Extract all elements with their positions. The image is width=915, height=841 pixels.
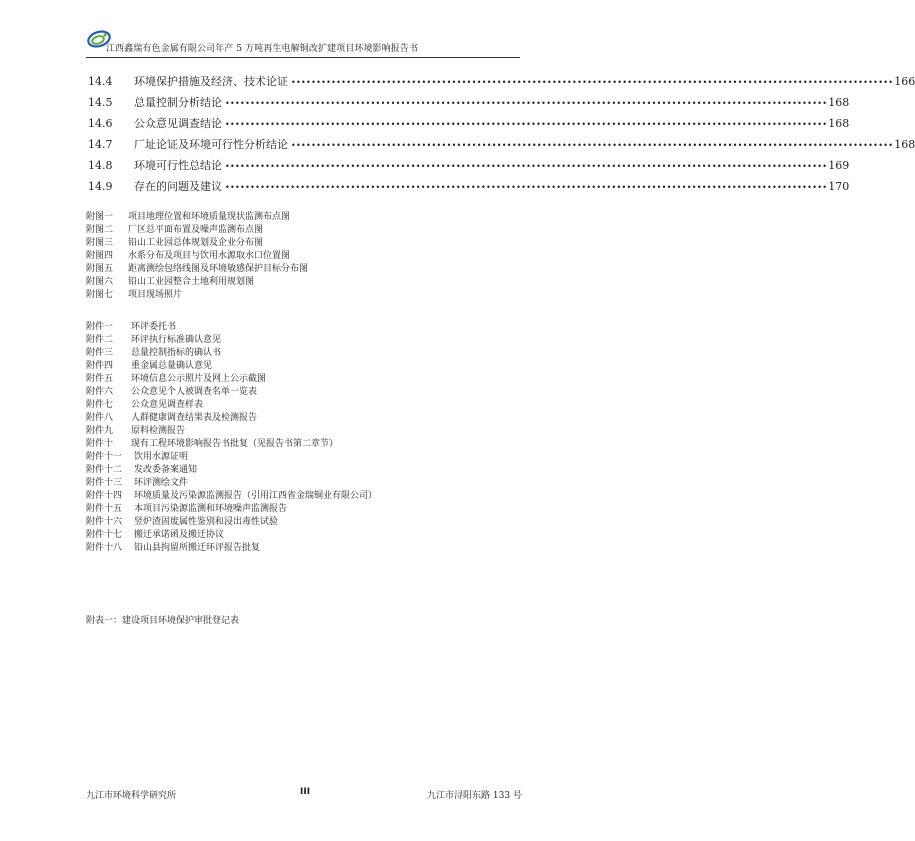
toc-section-number: 14.9 — [88, 180, 113, 193]
attachment-label: 附件十六 — [86, 517, 123, 527]
attachment-item — [86, 425, 486, 438]
figure-label: 附图七 — [86, 290, 114, 300]
toc-leader-dots: •••••••••••••••••••••••••••••••••••••••••••••••••••••••••••••••••••••••••••••••••••••••••••••••••••••••••••••••••••••••• — [291, 78, 894, 87]
toc-section-number: 14.8 — [88, 159, 113, 172]
toc-entry[interactable] — [86, 157, 850, 178]
attachment-title: 饮用水源证明 — [134, 452, 189, 462]
attachment-item — [86, 477, 486, 490]
attachment-label: 附件三 — [86, 348, 114, 358]
attachment-item — [86, 399, 486, 412]
figure-item — [86, 237, 486, 250]
figure-label: 附图三 — [86, 238, 114, 248]
table-of-contents — [86, 73, 915, 199]
toc-entry[interactable] — [86, 94, 850, 115]
attachment-label: 附件七 — [86, 400, 114, 410]
figure-title: 距离测绘包络线图及环境敏感保护目标分布图 — [128, 264, 309, 274]
attachment-title: 公众意见调查样表 — [131, 400, 204, 410]
attachment-item — [86, 360, 486, 373]
figure-label: 附图一 — [86, 212, 114, 222]
figure-title: 铅山工业园总体规划及企业分布图 — [128, 238, 264, 248]
attachment-item — [86, 334, 486, 347]
toc-section-number: 14.6 — [88, 117, 113, 130]
toc-leader-dots: •••••••••••••••••••••••••••••••••••••••••••••••••••••••••••••••••••••••••••••••••••••••••••••••••••••••••••••••••••••••• — [225, 99, 828, 108]
figure-title: 厂区总平面布置及噪声监测布点图 — [128, 225, 264, 235]
attachment-item — [86, 464, 486, 477]
attachment-title: 重金属总量确认意见 — [131, 361, 213, 371]
attachment-label: 附件九 — [86, 426, 114, 436]
document-title: 江西鑫瑞有色金属有限公司年产 5 万吨再生电解铜改扩建项目环境影响报告书 — [106, 44, 419, 54]
toc-page-number: 169 — [828, 159, 850, 172]
footer-address: 九江市浔阳东路 133 号 — [427, 791, 522, 801]
figure-label: 附图六 — [86, 277, 114, 287]
figure-title: 项目现场照片 — [128, 290, 183, 300]
attachment-item — [86, 529, 486, 542]
toc-section-title: 厂址论证及环境可行性分析结论 — [134, 138, 288, 151]
attachment-title: 总量控制指标的确认书 — [131, 348, 222, 358]
attachment-title: 竖炉渣固废属性鉴别和浸出毒性试验 — [134, 517, 279, 527]
figure-title: 水系分布及项目与饮用水源取水口位置图 — [128, 251, 291, 261]
toc-entry[interactable] — [86, 136, 915, 157]
attachment-item — [86, 412, 486, 425]
toc-entry[interactable] — [86, 73, 915, 94]
attachment-label: 附件十四 — [86, 491, 123, 501]
attachment-label: 附件十二 — [86, 465, 123, 475]
attachment-title: 公众意见个人被调查名单一览表 — [131, 387, 258, 397]
attachment-title: 原料检测报告 — [131, 426, 186, 436]
figure-item — [86, 211, 486, 224]
toc-entry[interactable] — [86, 115, 850, 136]
attachment-title: 本项目污染源监测和环境噪声监测报告 — [134, 504, 288, 514]
figure-list — [86, 211, 486, 302]
toc-section-number: 14.5 — [88, 96, 113, 109]
attachment-item — [86, 542, 486, 555]
attachment-item — [86, 451, 486, 464]
attachment-label: 附件一 — [86, 322, 114, 332]
attachment-item — [86, 347, 486, 360]
header-divider — [86, 57, 520, 58]
appendix-table-item: 附表一：建设项目环境保护审批登记表 — [86, 616, 240, 626]
attachment-label: 附件十八 — [86, 543, 123, 553]
attachment-label: 附件五 — [86, 374, 114, 384]
attachment-item — [86, 516, 486, 529]
attachment-label: 附件十三 — [86, 478, 123, 488]
toc-section-title: 总量控制分析结论 — [134, 96, 222, 109]
figure-item — [86, 250, 486, 263]
attachment-label: 附件十 — [86, 439, 114, 449]
attachment-label: 附件四 — [86, 361, 114, 371]
toc-section-title: 环境保护措施及经济、技术论证 — [134, 75, 288, 88]
toc-section-title: 存在的问题及建议 — [134, 180, 222, 193]
toc-leader-dots: •••••••••••••••••••••••••••••••••••••••••••••••••••••••••••••••••••••••••••••••••••••••••••••••••••••••••••••••••••••••• — [291, 141, 894, 150]
attachment-title: 搬迁承诺函及搬迁协议 — [134, 530, 225, 540]
figure-item — [86, 276, 486, 289]
attachment-title: 环评执行标准确认意见 — [131, 335, 222, 345]
attachment-item — [86, 386, 486, 399]
figure-title: 铅山工业园整合土地利用规划图 — [128, 277, 255, 287]
attachment-label: 附件十七 — [86, 530, 123, 540]
toc-page-number: 166 — [894, 75, 915, 88]
attachment-item — [86, 503, 486, 516]
attachment-item — [86, 438, 486, 451]
attachment-label: 附件十五 — [86, 504, 123, 514]
footer-page-number: III — [300, 787, 311, 797]
attachment-title: 现有工程环境影响报告书批复（见报告书第二章节） — [131, 439, 339, 449]
footer-institution: 九江市环境科学研究所 — [86, 791, 177, 801]
attachment-label: 附件二 — [86, 335, 114, 345]
attachment-label: 附件六 — [86, 387, 114, 397]
attachment-title: 环评测绘文件 — [134, 478, 189, 488]
figure-label: 附图二 — [86, 225, 114, 235]
toc-leader-dots: •••••••••••••••••••••••••••••••••••••••••••••••••••••••••••••••••••••••••••••••••••••••••••••••••••••••••••••••••••••••• — [225, 183, 828, 192]
attachment-title: 环境信息公示照片及网上公示截图 — [131, 374, 267, 384]
toc-page-number: 168 — [828, 96, 850, 109]
figure-label: 附图五 — [86, 264, 114, 274]
page-header — [86, 26, 518, 58]
toc-page-number: 168 — [894, 138, 915, 151]
figure-item — [86, 224, 486, 237]
attachment-item — [86, 321, 486, 334]
toc-section-number: 14.7 — [88, 138, 113, 151]
toc-page-number: 168 — [828, 117, 850, 130]
attachment-title: 环评委托书 — [131, 322, 177, 332]
toc-page-number: 170 — [828, 180, 850, 193]
attachment-label: 附件八 — [86, 413, 114, 423]
attachment-item — [86, 373, 486, 386]
toc-section-number: 14.4 — [88, 75, 113, 88]
attachment-label: 附件十一 — [86, 452, 123, 462]
attachment-title: 发改委备案通知 — [134, 465, 198, 475]
toc-leader-dots: •••••••••••••••••••••••••••••••••••••••••••••••••••••••••••••••••••••••••••••••••••••••••••••••••••••••••••••••••••••••• — [225, 120, 828, 129]
figure-item — [86, 263, 486, 276]
toc-entry[interactable] — [86, 178, 850, 199]
figure-item — [86, 289, 486, 302]
attachment-title: 铅山县拘留所搬迁环评报告批复 — [134, 543, 261, 553]
figure-label: 附图四 — [86, 251, 114, 261]
attachment-list — [86, 321, 486, 555]
toc-section-title: 环境可行性总结论 — [134, 159, 222, 172]
attachment-title: 人群健康调查结果表及检测报告 — [131, 413, 258, 423]
figure-title: 项目地理位置和环境质量现状监测布点图 — [128, 212, 291, 222]
toc-leader-dots: •••••••••••••••••••••••••••••••••••••••••••••••••••••••••••••••••••••••••••••••••••••••••••••••••••••••••••••••••••••••• — [225, 162, 828, 171]
attachment-title: 环境质量及污染源监测报告（引用江西省金瑞铜业有限公司） — [134, 491, 378, 501]
toc-section-title: 公众意见调查结论 — [134, 117, 222, 130]
attachment-item — [86, 490, 486, 503]
